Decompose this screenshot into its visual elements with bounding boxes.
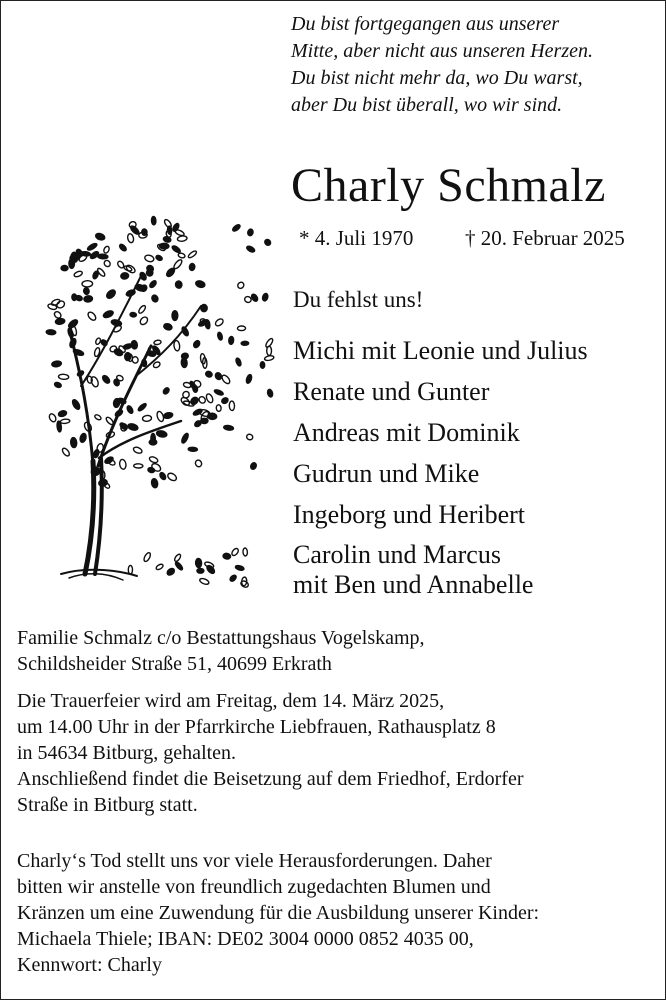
leaf bbox=[217, 332, 223, 341]
leaf bbox=[245, 374, 252, 384]
leaf bbox=[246, 245, 256, 253]
birth-date: * 4. Juli 1970 bbox=[299, 226, 414, 250]
mourner-line: mit Ben und Annabelle bbox=[293, 570, 534, 599]
leaf bbox=[204, 319, 210, 329]
leaf bbox=[128, 565, 132, 574]
leaf bbox=[80, 251, 90, 256]
leaf bbox=[142, 415, 152, 422]
leaf bbox=[125, 289, 135, 297]
leaf bbox=[195, 280, 206, 289]
leaf bbox=[82, 281, 93, 288]
leaf bbox=[51, 298, 61, 306]
leaf bbox=[137, 402, 147, 411]
leaf bbox=[151, 216, 156, 225]
leaf bbox=[46, 329, 56, 335]
leaf bbox=[243, 548, 248, 556]
leaf bbox=[223, 553, 231, 560]
leaf bbox=[127, 233, 134, 243]
quote-line: aber Du bist überall, wo wir sind. bbox=[291, 94, 563, 116]
mourner-entry: Renate und Gunter bbox=[293, 377, 490, 406]
leaf bbox=[221, 397, 229, 405]
leaf bbox=[139, 316, 149, 326]
leaf bbox=[159, 472, 167, 481]
leaf bbox=[165, 267, 176, 278]
leaf bbox=[113, 324, 123, 333]
leaf bbox=[228, 336, 233, 344]
leaf bbox=[246, 433, 254, 440]
leaf bbox=[103, 259, 111, 268]
leaf bbox=[214, 372, 222, 381]
quote-line: Du bist fortgegangen aus unserer bbox=[291, 13, 560, 35]
leaf bbox=[95, 232, 106, 241]
leaf bbox=[189, 396, 199, 406]
ceremony-line: Straße in Bitburg statt. bbox=[17, 794, 198, 816]
leaf bbox=[67, 328, 74, 339]
leaf bbox=[260, 362, 265, 369]
leaf bbox=[267, 389, 274, 398]
leaf bbox=[61, 265, 68, 270]
leaf bbox=[250, 462, 258, 470]
leaf bbox=[235, 565, 245, 571]
leaf bbox=[229, 574, 237, 582]
leaf bbox=[214, 318, 224, 328]
leaf bbox=[189, 381, 197, 391]
leaf bbox=[264, 238, 272, 246]
address-line: Familie Schmalz c/o Bestattungshaus Vogelskamp, bbox=[17, 627, 425, 649]
leaf bbox=[102, 310, 114, 319]
leaf bbox=[51, 360, 61, 367]
leaf bbox=[205, 370, 213, 378]
windblown-tree-icon bbox=[41, 196, 281, 596]
leaf bbox=[151, 478, 159, 488]
donation-line: Kennwort: Charly bbox=[17, 954, 162, 976]
leaf bbox=[232, 224, 241, 233]
death-date: † 20. Februar 2025 bbox=[465, 226, 625, 250]
leaf bbox=[67, 318, 79, 329]
funeral-ceremony-info bbox=[17, 688, 657, 818]
leaf bbox=[58, 374, 69, 380]
leaf bbox=[69, 338, 77, 349]
leaf bbox=[163, 218, 172, 228]
leaf bbox=[181, 326, 190, 337]
leaf bbox=[149, 280, 158, 289]
leaf bbox=[127, 423, 138, 432]
leaf bbox=[201, 304, 208, 311]
leaf bbox=[156, 430, 167, 438]
leaf bbox=[172, 311, 178, 321]
leaf bbox=[103, 246, 110, 254]
leaf bbox=[114, 409, 123, 418]
leaf bbox=[113, 348, 124, 357]
leaf bbox=[178, 252, 186, 258]
donation-line: Kränzen um eine Zuwendung für die Ausbildung unserer Kinder: bbox=[17, 902, 540, 924]
leaf bbox=[194, 459, 202, 468]
leaf bbox=[92, 270, 99, 279]
leaf bbox=[126, 405, 134, 414]
leaf bbox=[237, 281, 246, 290]
family-address bbox=[17, 625, 657, 677]
leaf bbox=[264, 355, 274, 361]
leaf bbox=[73, 270, 83, 277]
leaf bbox=[79, 433, 87, 443]
donation-line: Charly‘s Tod stellt uns vor viele Herausforderungen. Daher bbox=[17, 850, 492, 872]
leaf bbox=[134, 464, 143, 468]
leaf bbox=[119, 459, 127, 470]
donation-request bbox=[17, 848, 657, 978]
leaf bbox=[55, 318, 65, 325]
leaf bbox=[138, 304, 147, 314]
leaf bbox=[101, 374, 111, 384]
missing-you-text: Du fehlst uns! bbox=[293, 287, 424, 312]
leaf bbox=[141, 359, 147, 367]
leaf bbox=[166, 567, 176, 576]
leaf bbox=[120, 272, 129, 279]
leaf bbox=[70, 437, 77, 447]
leaf bbox=[241, 341, 249, 345]
leaf bbox=[194, 420, 203, 428]
leaf bbox=[223, 425, 233, 431]
tree-leaves bbox=[46, 216, 274, 588]
leaf bbox=[192, 340, 201, 349]
leaf bbox=[95, 337, 102, 345]
leaf bbox=[83, 287, 90, 295]
leaf bbox=[155, 563, 164, 571]
leaf bbox=[151, 294, 159, 303]
leaf bbox=[133, 446, 143, 454]
leaf bbox=[216, 405, 221, 412]
leaf bbox=[130, 312, 137, 317]
leaf bbox=[231, 547, 240, 556]
leaf bbox=[221, 374, 232, 385]
leaf bbox=[189, 263, 195, 271]
leaf bbox=[105, 416, 114, 426]
leaf bbox=[54, 381, 62, 388]
leaf bbox=[84, 295, 93, 302]
leaf bbox=[116, 260, 124, 269]
leaf bbox=[98, 254, 108, 259]
leaf bbox=[205, 393, 214, 404]
leaf bbox=[181, 432, 190, 444]
mourners-list bbox=[293, 330, 653, 600]
leaf bbox=[60, 419, 70, 424]
leaf bbox=[166, 472, 177, 482]
leaf bbox=[87, 311, 98, 322]
leaf bbox=[118, 243, 127, 252]
mourner-entry: Gudrun und Mike bbox=[293, 459, 480, 488]
leaf bbox=[98, 479, 108, 487]
leaf bbox=[144, 254, 155, 262]
mourner-line: Carolin und Marcus bbox=[293, 540, 501, 569]
leaf bbox=[154, 340, 162, 345]
leaf bbox=[163, 412, 173, 419]
donation-line: Michaela Thiele; IBAN: DE02 3004 0000 0852 4035 00, bbox=[17, 928, 474, 950]
leaf bbox=[87, 376, 93, 384]
mourner-entry bbox=[293, 535, 653, 600]
leaf bbox=[195, 558, 202, 568]
leaf bbox=[149, 439, 157, 445]
leaf bbox=[58, 410, 68, 418]
leaf bbox=[197, 568, 204, 573]
donation-line: bitten wir anstelle von freundlich zugedachten Blumen und bbox=[17, 876, 491, 898]
mourner-entry: Andreas mit Dominik bbox=[293, 418, 520, 447]
leaf bbox=[214, 389, 224, 396]
leaf bbox=[188, 447, 197, 451]
leaf bbox=[162, 387, 170, 395]
leaf bbox=[235, 357, 242, 366]
leaf bbox=[125, 353, 131, 361]
leaf bbox=[61, 447, 71, 457]
leaf bbox=[175, 280, 183, 288]
leaf bbox=[173, 340, 180, 351]
leaf bbox=[247, 229, 254, 237]
leaf bbox=[267, 346, 272, 355]
mourner-entry: Michi mit Leonie und Julius bbox=[293, 336, 588, 365]
leaf bbox=[155, 254, 163, 261]
quote-line: Mitte, aber nicht aus unseren Herzen. bbox=[291, 40, 593, 62]
address-line: Schildsheider Straße 51, 40699 Erkrath bbox=[17, 653, 332, 675]
ceremony-line: um 14.00 Uhr in der Pfarrkirche Liebfrauen, Rathausplatz 8 bbox=[17, 716, 496, 738]
ceremony-line: Anschließend findet die Beisetzung auf dem Friedhof, Erdorfer bbox=[17, 768, 524, 790]
leaf bbox=[143, 552, 152, 563]
leaf bbox=[198, 395, 207, 404]
leaf bbox=[105, 288, 117, 300]
leaf bbox=[262, 293, 269, 302]
leaf bbox=[163, 323, 173, 331]
leaf bbox=[171, 245, 181, 254]
leaf bbox=[71, 399, 81, 411]
leaf bbox=[94, 414, 102, 421]
ceremony-line: in 54634 Bitburg, gehalten. bbox=[17, 742, 237, 764]
leaf bbox=[181, 358, 188, 368]
leaf bbox=[174, 561, 183, 571]
leaf bbox=[187, 250, 197, 259]
leaf bbox=[107, 459, 116, 466]
leaf bbox=[149, 456, 159, 464]
deceased-name: Charly Schmalz bbox=[291, 159, 606, 212]
quote-line: Du bist nicht mehr da, wo Du warst, bbox=[291, 67, 583, 89]
leaf bbox=[240, 580, 250, 589]
memorial-quote bbox=[291, 11, 651, 119]
mourner-entry: Ingeborg und Heribert bbox=[293, 500, 526, 529]
leaf bbox=[87, 242, 98, 251]
leaf bbox=[237, 326, 245, 331]
ceremony-line: Die Trauerfeier wird am Freitag, dem 14. März 2025, bbox=[17, 690, 445, 712]
leaf bbox=[177, 235, 187, 241]
leaf bbox=[173, 553, 181, 562]
leaf bbox=[229, 401, 235, 411]
leaf bbox=[199, 577, 210, 585]
leaf bbox=[48, 413, 57, 423]
